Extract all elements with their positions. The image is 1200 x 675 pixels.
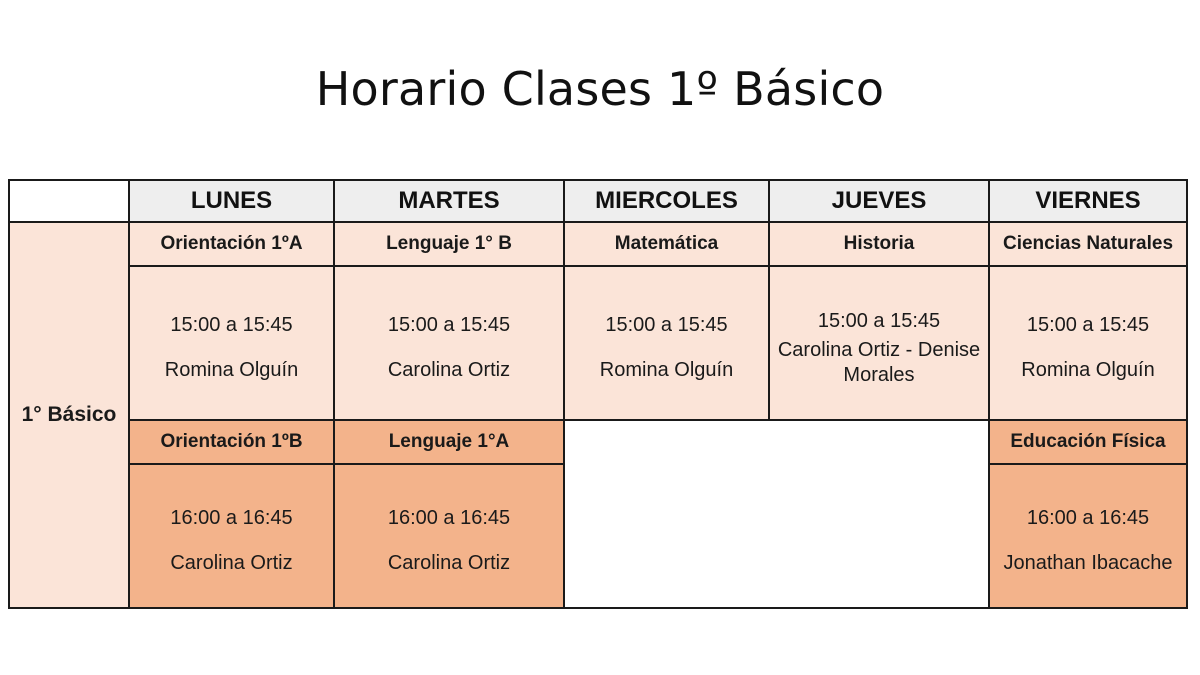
subject-martes-1: Lenguaje 1° B xyxy=(334,222,564,266)
teacher-name: Romina Olguín xyxy=(164,359,299,381)
class-cell-jueves-1 xyxy=(769,266,989,420)
day-header-viernes: VIERNES xyxy=(989,180,1187,222)
class-time: 15:00 a 15:45 xyxy=(387,314,511,336)
subject-jueves-1: Historia xyxy=(769,222,989,266)
class-time: 15:00 a 15:45 xyxy=(817,309,941,332)
class-time: 16:00 a 16:45 xyxy=(387,507,511,529)
class-time: 15:00 a 15:45 xyxy=(605,314,728,336)
class-time: 15:00 a 15:45 xyxy=(1026,314,1150,336)
page-title: Horario Clases 1º Básico xyxy=(315,62,885,116)
empty-slot xyxy=(564,420,989,608)
class-cell-viernes-1 xyxy=(989,266,1187,420)
class-time: 16:00 a 16:45 xyxy=(170,507,293,529)
teacher-name: Carolina Ortiz xyxy=(170,552,293,574)
class-cell-martes-2 xyxy=(334,464,564,608)
class-time: 16:00 a 16:45 xyxy=(1026,507,1150,529)
day-header-martes: MARTES xyxy=(334,180,564,222)
schedule-table xyxy=(8,179,1188,609)
day-header-miercoles: MIERCOLES xyxy=(564,180,769,222)
class-time: 15:00 a 15:45 xyxy=(170,314,293,336)
subject-lunes-2: Orientación 1ºB xyxy=(129,420,334,464)
day-header-lunes: LUNES xyxy=(129,180,334,222)
subject-lunes-1: Orientación 1ºA xyxy=(129,222,334,266)
teacher-name: Carolina Ortiz xyxy=(387,359,511,381)
corner-cell xyxy=(9,180,129,222)
subject-viernes-1: Ciencias Naturales xyxy=(989,222,1187,266)
subject-miercoles-1: Matemática xyxy=(564,222,769,266)
teacher-name: Carolina Ortiz xyxy=(387,552,511,574)
teacher-name: Romina Olguín xyxy=(1021,359,1155,381)
subject-viernes-2: Educación Física xyxy=(989,420,1187,464)
header-row xyxy=(9,180,1187,222)
teacher-name: Carolina Ortiz - Denise Morales xyxy=(777,338,981,386)
class-cell-lunes-1 xyxy=(129,266,334,420)
subject-martes-2: Lenguaje 1°A xyxy=(334,420,564,464)
teacher-name: Jonathan Ibacache xyxy=(1003,552,1173,574)
class-cell-martes-1 xyxy=(334,266,564,420)
class-cell-lunes-2 xyxy=(129,464,334,608)
class-cell-miercoles-1 xyxy=(564,266,769,420)
first-block-detail-row xyxy=(9,266,1187,420)
second-block-subject-row xyxy=(9,420,1187,464)
grade-label: 1° Básico xyxy=(9,222,129,608)
first-block-subject-row xyxy=(9,222,1187,266)
class-cell-viernes-2 xyxy=(989,464,1187,608)
day-header-jueves: JUEVES xyxy=(769,180,989,222)
teacher-name: Romina Olguín xyxy=(599,359,734,381)
